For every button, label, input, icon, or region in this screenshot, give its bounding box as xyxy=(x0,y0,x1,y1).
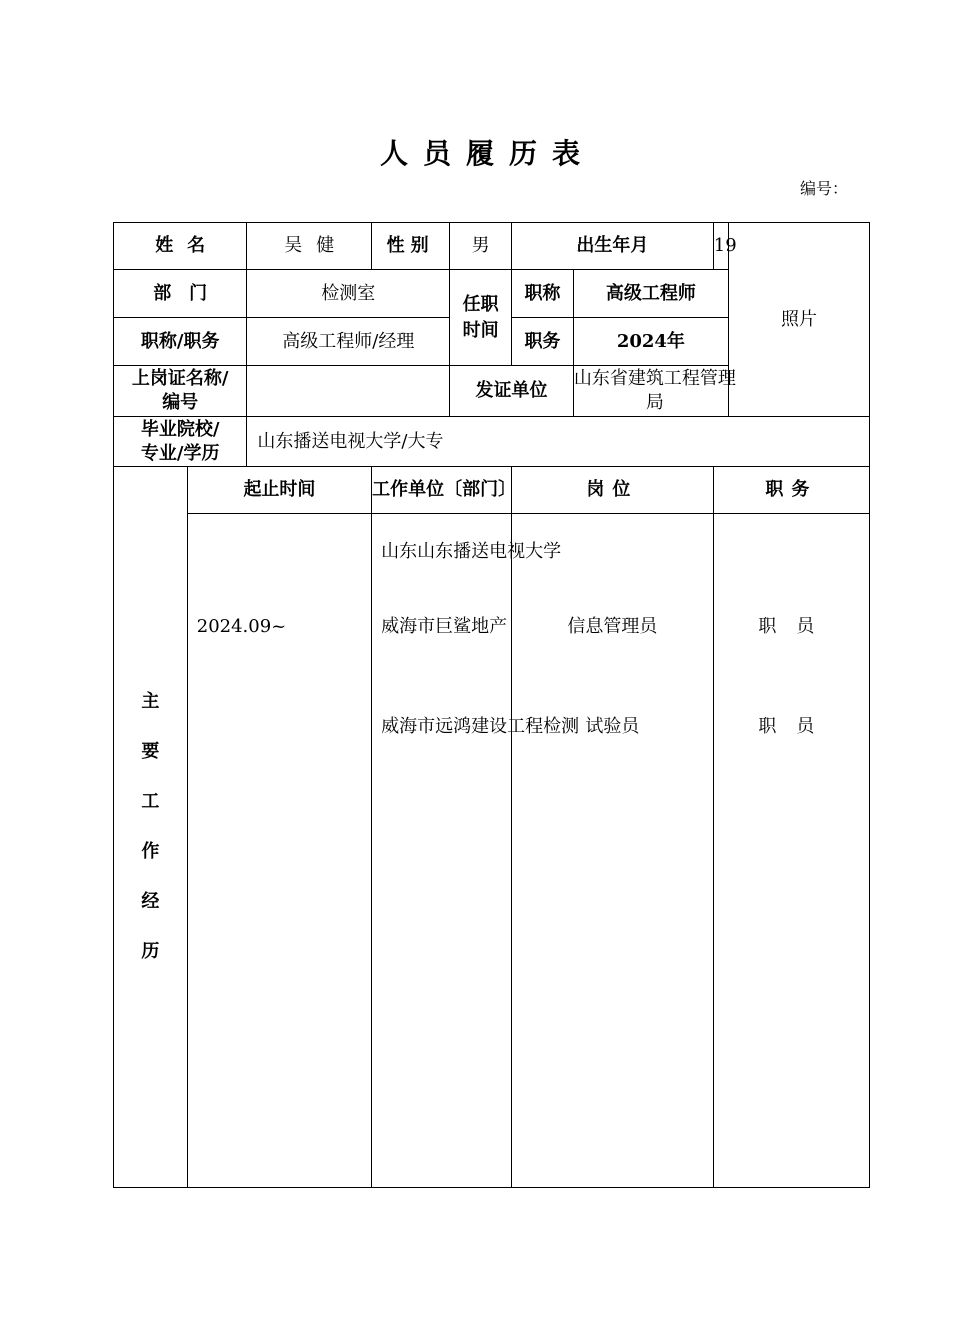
exp-position-cell xyxy=(512,514,714,1188)
gender-label xyxy=(372,223,450,270)
issuer-value xyxy=(573,366,736,417)
name-label xyxy=(114,223,247,270)
experience-label-text: 主要工作经历 xyxy=(141,691,160,962)
exp-header-duty xyxy=(713,467,869,514)
name-value-text: 吴健 xyxy=(284,235,349,256)
exp-unit-cell xyxy=(372,514,580,1188)
exp-header-unit: 工作单位〔部门〕 xyxy=(372,467,512,514)
school-value: 山东播送电视大学/大专 xyxy=(247,417,870,467)
gender-label-text: 性别 xyxy=(386,235,435,256)
birth-label: 出生年月 xyxy=(512,223,714,270)
resume-table xyxy=(113,222,870,1188)
dept-label-text: 部门 xyxy=(153,282,226,304)
exp-position-2: 试验员 xyxy=(585,716,640,737)
exp-unit-1: 山东山东播送电视大学 xyxy=(381,541,562,562)
exp-header-position-text: 岗位 xyxy=(586,479,639,500)
tenure-label-text: 任职时间 xyxy=(462,293,499,341)
dept-label xyxy=(114,270,247,318)
gender-value: 男 xyxy=(450,223,512,270)
school-label-text: 毕业院校/专业/学历 xyxy=(140,418,220,464)
birth-value: 19 xyxy=(713,223,728,270)
tenure-post-value: 2024年 xyxy=(573,318,728,366)
exp-unit-2: 威海市巨鲨地产 xyxy=(381,616,508,637)
tenure-title-label: 职称 xyxy=(512,270,574,318)
page-title: 人员履历表 xyxy=(379,137,595,170)
tenure-label xyxy=(450,270,512,366)
tenure-title-value: 高级工程师 xyxy=(573,270,728,318)
cert-label-text: 上岗证名称/编号 xyxy=(131,368,229,413)
exp-period: 2024.09~ xyxy=(196,616,287,637)
cert-value xyxy=(247,366,450,417)
title-post-value: 高级工程师/经理 xyxy=(247,318,450,366)
cert-label xyxy=(114,366,247,417)
name-value xyxy=(247,223,372,270)
issuer-label: 发证单位 xyxy=(450,366,574,417)
exp-header-duty-text: 职务 xyxy=(765,479,818,500)
tenure-post-label: 职务 xyxy=(512,318,574,366)
title-post-label: 职称/职务 xyxy=(114,318,247,366)
exp-unit-3: 威海市远鸿建设工程检测 xyxy=(381,716,580,737)
photo-placeholder: 照片 xyxy=(728,223,869,417)
exp-duty-1: 职员 xyxy=(758,616,835,637)
exp-header-period: 起止时间 xyxy=(187,467,371,514)
exp-header-position xyxy=(512,467,714,514)
dept-value: 检测室 xyxy=(247,270,450,318)
exp-period-cell xyxy=(187,514,371,1188)
exp-position-1: 信息管理员 xyxy=(567,616,658,637)
exp-duty-cell xyxy=(713,514,869,1188)
exp-duty-2: 职员 xyxy=(758,716,835,737)
issuer-value-text: 山东省建筑工程管理局 xyxy=(573,368,736,413)
school-label xyxy=(114,417,247,467)
name-label-text: 姓名 xyxy=(155,235,220,256)
serial-number-label: 编号： xyxy=(800,179,849,198)
experience-label xyxy=(114,467,188,1188)
